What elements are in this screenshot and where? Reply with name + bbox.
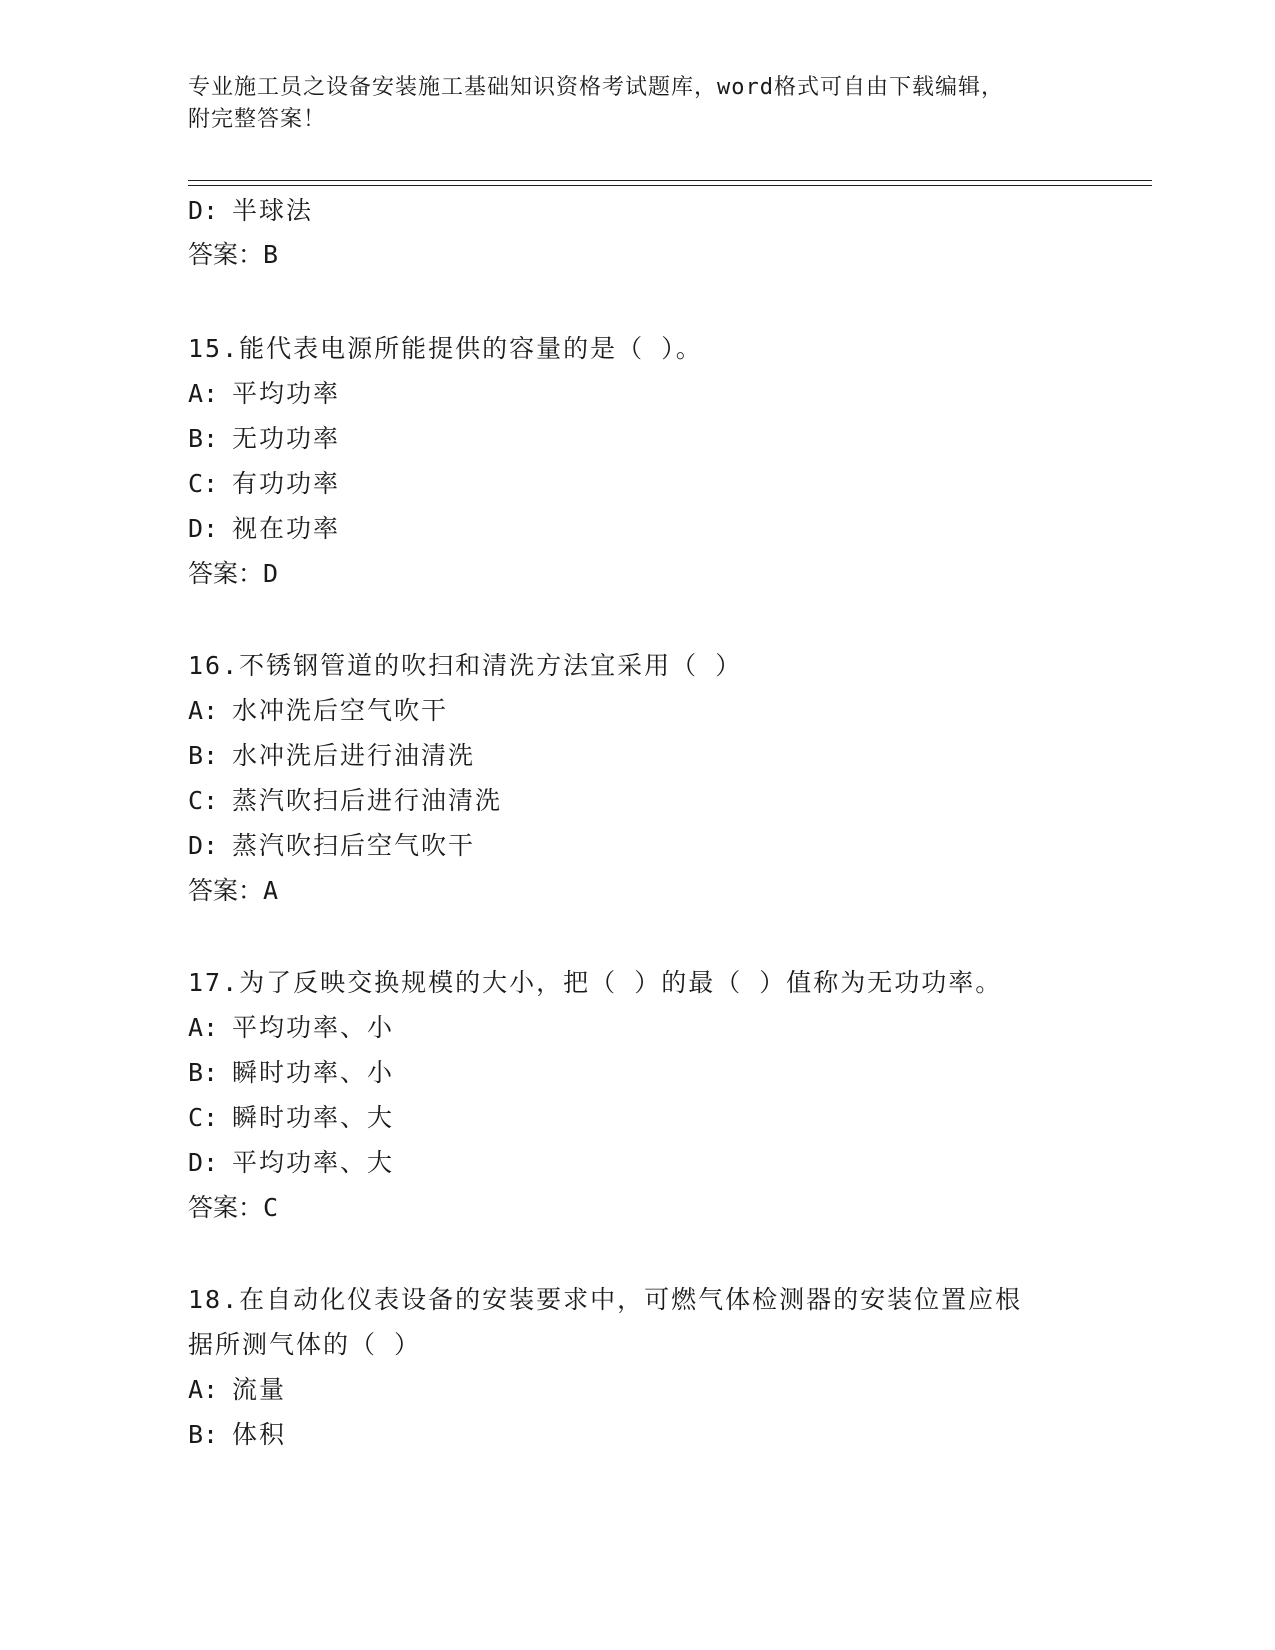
option-text: 平均功率、小 (232, 1013, 395, 1042)
option-text: 蒸汽吹扫后进行油清洗 (232, 786, 503, 815)
option-letter: C: (188, 786, 219, 815)
answer-label: 答案： (188, 876, 264, 905)
answer-line (188, 876, 278, 906)
option-b (188, 1058, 394, 1088)
option-text: 瞬时功率、大 (232, 1103, 395, 1132)
answer-value: B (263, 240, 279, 269)
option-text: 无功功率 (232, 424, 341, 453)
option-a (188, 1375, 286, 1405)
option-c (188, 786, 502, 816)
option-b (188, 1420, 286, 1450)
header-divider-top (188, 180, 1152, 181)
option-d (188, 831, 475, 861)
option-b (188, 424, 340, 454)
option-text: 半球法 (232, 196, 314, 225)
option-letter: B: (188, 424, 219, 453)
answer-value: A (263, 876, 279, 905)
option-a (188, 379, 340, 409)
option-text: 水冲洗后进行油清洗 (232, 741, 476, 770)
option-letter: D: (188, 1148, 219, 1177)
answer-value: D (263, 559, 279, 588)
option-letter: A: (188, 1013, 219, 1042)
option-text: 平均功率、大 (232, 1148, 395, 1177)
answer-label: 答案： (188, 240, 264, 269)
option-c (188, 469, 340, 499)
option-d (188, 514, 340, 544)
answer-line (188, 559, 278, 589)
answer-label: 答案： (188, 1193, 264, 1222)
option-text: 瞬时功率、小 (232, 1058, 395, 1087)
option-letter: A: (188, 696, 219, 725)
header-title-line-2: 附完整答案！ (188, 107, 327, 132)
option-letter: B: (188, 1058, 219, 1087)
option-d (188, 196, 313, 226)
option-letter: C: (188, 469, 219, 498)
option-text: 流量 (232, 1375, 287, 1404)
option-d (188, 1148, 394, 1178)
header-title-line-1: 专业施工员之设备安装施工基础知识资格考试题库，word格式可自由下载编辑， (188, 75, 1004, 100)
option-text: 有功功率 (232, 469, 341, 498)
option-letter: C: (188, 1103, 219, 1132)
option-letter: A: (188, 379, 219, 408)
option-text: 体积 (232, 1420, 287, 1449)
option-text: 水冲洗后空气吹干 (232, 696, 449, 725)
option-letter: A: (188, 1375, 219, 1404)
question-stem: 15.能代表电源所能提供的容量的是（ ）。 (188, 334, 703, 363)
option-letter: D: (188, 196, 219, 225)
option-a (188, 1013, 394, 1043)
option-c (188, 1103, 394, 1133)
option-b (188, 741, 475, 771)
question-stem: 16.不锈钢管道的吹扫和清洗方法宜采用（ ） (188, 651, 743, 680)
option-letter: B: (188, 741, 219, 770)
option-letter: B: (188, 1420, 219, 1449)
option-text: 视在功率 (232, 514, 341, 543)
option-text: 平均功率 (232, 379, 341, 408)
question-stem-line-2: 据所测气体的（ ） (188, 1330, 422, 1359)
option-letter: D: (188, 831, 219, 860)
document-header (188, 72, 1088, 136)
question-stem-line-1: 18.在自动化仪表设备的安装要求中，可燃气体检测器的安装位置应根 (188, 1285, 1023, 1314)
header-divider-bottom (188, 185, 1152, 186)
option-a (188, 696, 448, 726)
answer-line (188, 240, 278, 270)
option-text: 蒸汽吹扫后空气吹干 (232, 831, 476, 860)
answer-label: 答案： (188, 559, 264, 588)
answer-line (188, 1193, 278, 1223)
question-stem: 17.为了反映交换规模的大小，把（ ）的最（ ）值称为无功功率。 (188, 968, 1003, 997)
answer-value: C (263, 1193, 279, 1222)
option-letter: D: (188, 514, 219, 543)
